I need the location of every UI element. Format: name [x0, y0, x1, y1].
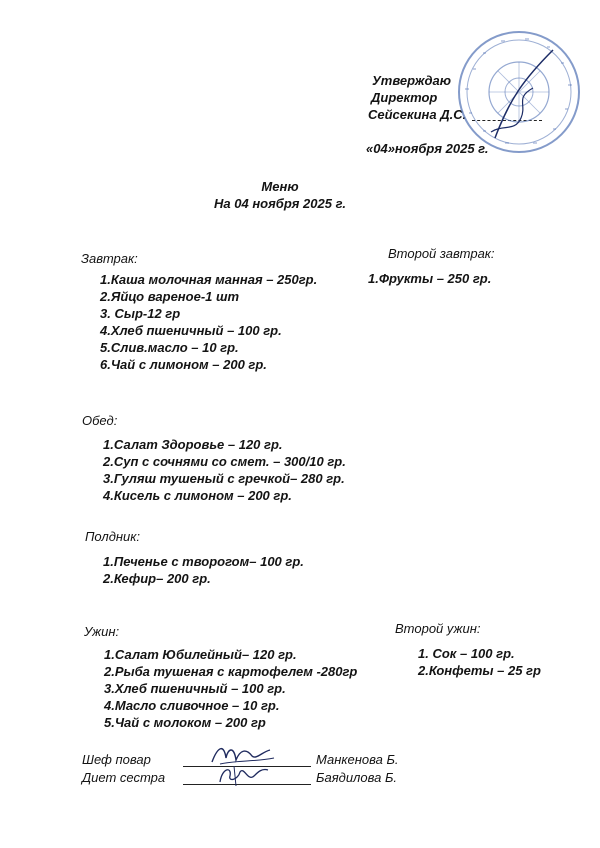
second-dinner-list	[418, 645, 541, 679]
signature-role-chef: Шеф повар	[82, 752, 151, 767]
list-item: 1.Печенье с творогом– 100 гр.	[103, 554, 304, 569]
breakfast-list	[100, 271, 317, 373]
dinner-list	[104, 646, 357, 731]
lunch-label: Обед:	[82, 413, 118, 428]
list-item: 4.Масло сливочное – 10 гр.	[104, 698, 280, 713]
snack-label: Полдник:	[85, 529, 141, 544]
list-item: 2.Суп с сочнями со смет. – 300/10 гр.	[103, 454, 346, 469]
list-item: 6.Чай с лимоном – 200 гр.	[100, 357, 267, 372]
second-breakfast-list	[368, 270, 491, 287]
dinner-label: Ужин:	[84, 624, 120, 639]
list-item: 5.Чай с молоком – 200 гр	[104, 715, 266, 730]
approval-position: Директор	[371, 90, 438, 105]
menu-date: На 04 ноября 2025 г.	[214, 196, 346, 211]
list-item: 1.Каша молочная манная – 250гр.	[100, 272, 318, 287]
list-item: 1. Сок – 100 гр.	[418, 646, 515, 661]
list-item: 1.Салат Здоровье – 120 гр.	[103, 437, 283, 452]
list-item: 3.Хлеб пшеничный – 100 гр.	[104, 681, 286, 696]
list-item: 4.Хлеб пшеничный – 100 гр.	[100, 323, 282, 338]
list-item: 4.Кисель с лимоном – 200 гр.	[103, 488, 292, 503]
list-item: 3. Сыр-12 гр	[100, 306, 181, 321]
official-stamp-icon	[455, 28, 583, 156]
list-item: 2.Кефир– 200 гр.	[103, 571, 211, 586]
breakfast-label: Завтрак:	[81, 251, 138, 266]
second-breakfast-label: Второй завтрак:	[388, 246, 495, 261]
approval-date: «04»ноября 2025 г.	[366, 141, 489, 156]
lunch-list	[103, 436, 346, 504]
second-dinner-label: Второй ужин:	[395, 621, 481, 636]
list-item: 5.Слив.масло – 10 гр.	[100, 340, 239, 355]
handwritten-signature-icon	[214, 762, 274, 788]
list-item: 1.Салат Юбилейный– 120 гр.	[104, 647, 297, 662]
list-item: 2.Конфеты – 25 гр	[418, 663, 541, 678]
signature-name-dietitian: Баядилова Б.	[316, 770, 398, 785]
list-item: 3.Гуляш тушеный с гречкой– 280 гр.	[103, 471, 345, 486]
approval-title: Утверждаю	[372, 73, 451, 88]
signature-role-dietitian: Диет сестра	[82, 770, 166, 785]
menu-title: Меню	[261, 179, 299, 194]
list-item: 2.Яйцо вареное-1 шт	[100, 289, 240, 304]
snack-list	[103, 553, 304, 587]
list-item: 2.Рыба тушеная с картофелем -280гр	[104, 664, 358, 679]
approval-name: Сейсекина Д.С.	[368, 107, 467, 122]
signature-name-chef: Манкенова Б.	[316, 752, 399, 767]
list-item: 1.Фрукты – 250 гр.	[368, 271, 492, 286]
